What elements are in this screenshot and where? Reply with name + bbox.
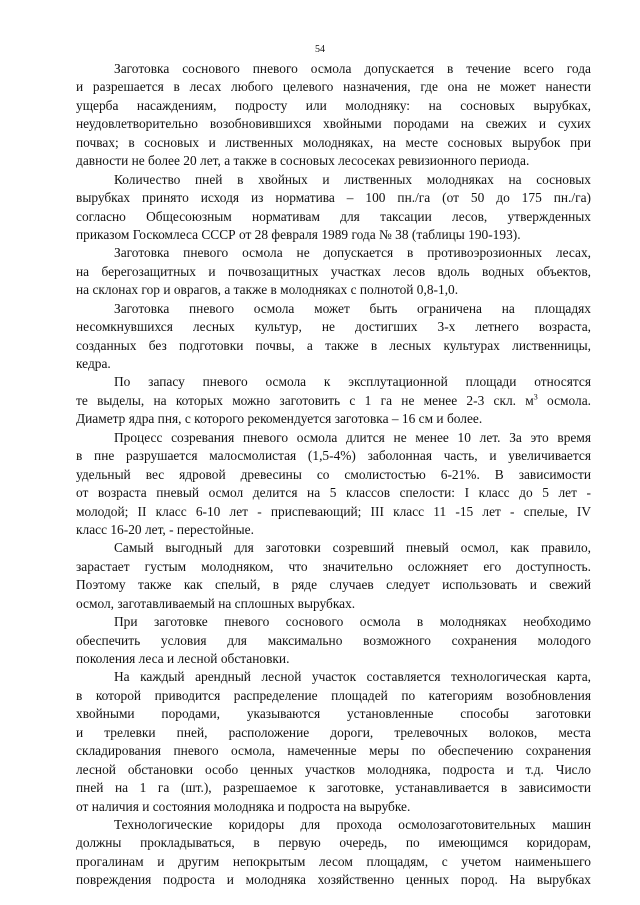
- text-line: [76, 521, 591, 539]
- text-line: [76, 244, 591, 262]
- text-line-content: в пне разрушается малосмолистая (1,5-4%) заболонная часть, и увеличивается: [76, 448, 591, 464]
- text-line-content: Заготовка пневого осмола может быть ограничена на площадях: [114, 300, 591, 316]
- text-line: [76, 650, 591, 668]
- text-line: [76, 60, 591, 78]
- text-line-content: Технологические коридоры для прохода осмолозаготовительных машин: [114, 816, 591, 832]
- page-number: 54: [315, 44, 325, 55]
- text-line: [76, 318, 591, 336]
- text-line-content: молодой; II класс 6-10 лет - приспевающий; III класс 11 -15 лет - спелые, IV: [76, 503, 591, 519]
- text-line: [76, 208, 591, 226]
- text-line: [76, 226, 591, 244]
- text-line: [76, 576, 591, 594]
- text-line-content: приказом Госкомлеса СССР от 28 февраля 1989 года № 38 (таблицы 190-193).: [76, 226, 521, 242]
- text-line-content: прогалинам и другим непокрытым лесом площадям, с учетом наименьшего: [76, 853, 591, 869]
- text-line-content: зарастает густым молодняком, что значительно осложняет его доступность.: [76, 558, 591, 574]
- text-line: [76, 171, 591, 189]
- text-line-content: от возраста пневый осмол делится на 5 классов спелости: I класс до 5 лет -: [76, 485, 591, 501]
- text-line-content: пней на 1 га (шт.), разрешаемое к заготовке, устанавливается в зависимости: [76, 780, 591, 796]
- text-line: [76, 263, 591, 281]
- text-line: [76, 392, 591, 410]
- text-line: [76, 484, 591, 502]
- text-line-content: кедра.: [76, 356, 111, 371]
- text-line-content: При заготовке пневого соснового осмола в молодняках необходимо: [114, 614, 591, 630]
- text-line-content: должны прокладываться, в первую очередь, по имеющимся коридорам,: [76, 835, 591, 851]
- text-line: [76, 134, 591, 152]
- text-line: [76, 595, 591, 613]
- text-line-content: Самый выгодный для заготовки созревший пневый осмол, как правило,: [114, 540, 591, 556]
- text-line-content: обеспечить условия для максимально возможного сохранения молодого: [76, 632, 591, 648]
- text-line-content: повреждения подроста и молодняка хозяйственно ценных пород. На вырубках: [76, 872, 591, 888]
- text-line: [76, 613, 591, 631]
- text-line: [76, 337, 591, 355]
- text-line: [76, 761, 591, 779]
- text-line: [76, 558, 591, 576]
- text-line-content: в которой приводится распределение площадей по категориям возобновления: [76, 687, 591, 703]
- text-line-content: от наличия и состояния молодняка и подроста на вырубке.: [76, 798, 411, 814]
- text-line: [76, 355, 591, 373]
- text-line-content: давности не более 20 лет, а также в сосновых лесосеках ревизионного периода.: [76, 153, 530, 169]
- text-line-content: поколения леса и лесной обстановки.: [76, 651, 290, 666]
- text-line: [76, 539, 591, 557]
- text-line: [76, 816, 591, 834]
- text-line: [76, 705, 591, 723]
- text-line-content: Поэтому также как спелый, в ряде случаев следует использовать и свежий: [76, 577, 591, 593]
- text-line-content: На каждый арендный лесной участок составляется технологическая карта,: [114, 669, 591, 685]
- text-line: [76, 853, 591, 871]
- text-line-content: класс 16-20 лет, - перестойные.: [76, 521, 254, 537]
- text-line: [76, 78, 591, 96]
- text-line: [76, 466, 591, 484]
- text-line: [76, 742, 591, 760]
- text-line: [76, 798, 591, 816]
- text-line: [76, 115, 591, 133]
- text-line: [76, 152, 591, 170]
- text-line-content: Диаметр ядра пня, с которого рекомендуется заготовка – 16 см и более.: [76, 411, 483, 427]
- text-line-content: складирования пневого осмола, намеченные меры по обеспечению сохранения: [76, 743, 591, 759]
- text-line-content: созданных без подготовки почвы, а также в лесных культурах лиственницы,: [76, 337, 591, 353]
- text-line-content: По запасу пневого осмола к эксплутационной площади относятся: [114, 374, 591, 390]
- text-line-content: согласно Общесоюзным нормативам для таксации лесов, утвержденных: [76, 208, 591, 224]
- text-line-content: Количество пней в хвойных и лиственных молодняках на сосновых: [114, 171, 591, 187]
- text-line: [76, 373, 591, 391]
- text-line-content: осмол, заготавливаемый на сплошных вырубках.: [76, 595, 356, 611]
- text-line-content: и трелевки пней, расположение дороги, трелевочных волоков, места: [76, 724, 591, 740]
- body-text: [76, 60, 591, 890]
- text-line-tail: осмола.: [537, 392, 591, 408]
- text-line: [76, 724, 591, 742]
- text-line: [76, 632, 591, 650]
- text-line: [76, 871, 591, 889]
- text-line-content: Процесс созревания пневого осмола длится не менее 10 лет. За это время: [114, 429, 591, 445]
- text-line: [76, 668, 591, 686]
- text-line-content: те выделы, на которых можно заготовить с 1 га не менее 2-3 скл. м: [76, 392, 534, 408]
- text-line-content: Заготовка соснового пневого осмола допускается в течение всего года: [114, 61, 591, 76]
- text-line-content: на берегозащитных и почвозащитных участках лесов вдоль водных объектов,: [76, 263, 591, 279]
- text-line-content: вырубках принято исходя из норматива – 100 пн./га (от 50 до 175 пн./га): [76, 190, 591, 206]
- text-line: [76, 429, 591, 447]
- text-line: [76, 410, 591, 428]
- text-line-content: неудовлетворительно возобновившихся хвойными породами на свежих и сухих: [76, 116, 591, 132]
- text-line-content: удельный вес ядровой древесины со смолистостью 6-21%. В зависимости: [76, 466, 591, 482]
- text-line-content: несомкнувшихся лесных культур, не достигших 3-х летнего возраста,: [76, 319, 591, 335]
- text-line-content: хвойными породами, указываются установленные способы заготовки: [76, 706, 591, 722]
- text-line: [76, 447, 591, 465]
- text-line: [76, 189, 591, 207]
- text-line: [76, 300, 591, 318]
- text-line: [76, 834, 591, 852]
- text-line-content: ущерба насаждениям, подросту или молодняку: на сосновых вырубках,: [76, 97, 591, 113]
- text-line: [76, 281, 591, 299]
- text-line: [76, 97, 591, 115]
- text-line-content: и разрешается в лесах любого целевого назначения, где она не может нанести: [76, 79, 591, 95]
- text-line: [76, 503, 591, 521]
- text-line-content: лесной обстановки особо ценных участков молодняка, подроста и т.д. Число: [76, 761, 591, 777]
- superscript: 3: [533, 392, 538, 402]
- text-line-content: на склонах гор и оврагов, а также в молодняках с полнотой 0,8-1,0.: [76, 282, 459, 298]
- text-line: [76, 687, 591, 705]
- text-line-content: почвах; в сосновых и лиственных молодняках, на месте сосновых вырубок при: [76, 134, 591, 150]
- text-line: [76, 779, 591, 797]
- text-line-content: Заготовка пневого осмола не допускается в противоэрозионных лесах,: [114, 245, 591, 261]
